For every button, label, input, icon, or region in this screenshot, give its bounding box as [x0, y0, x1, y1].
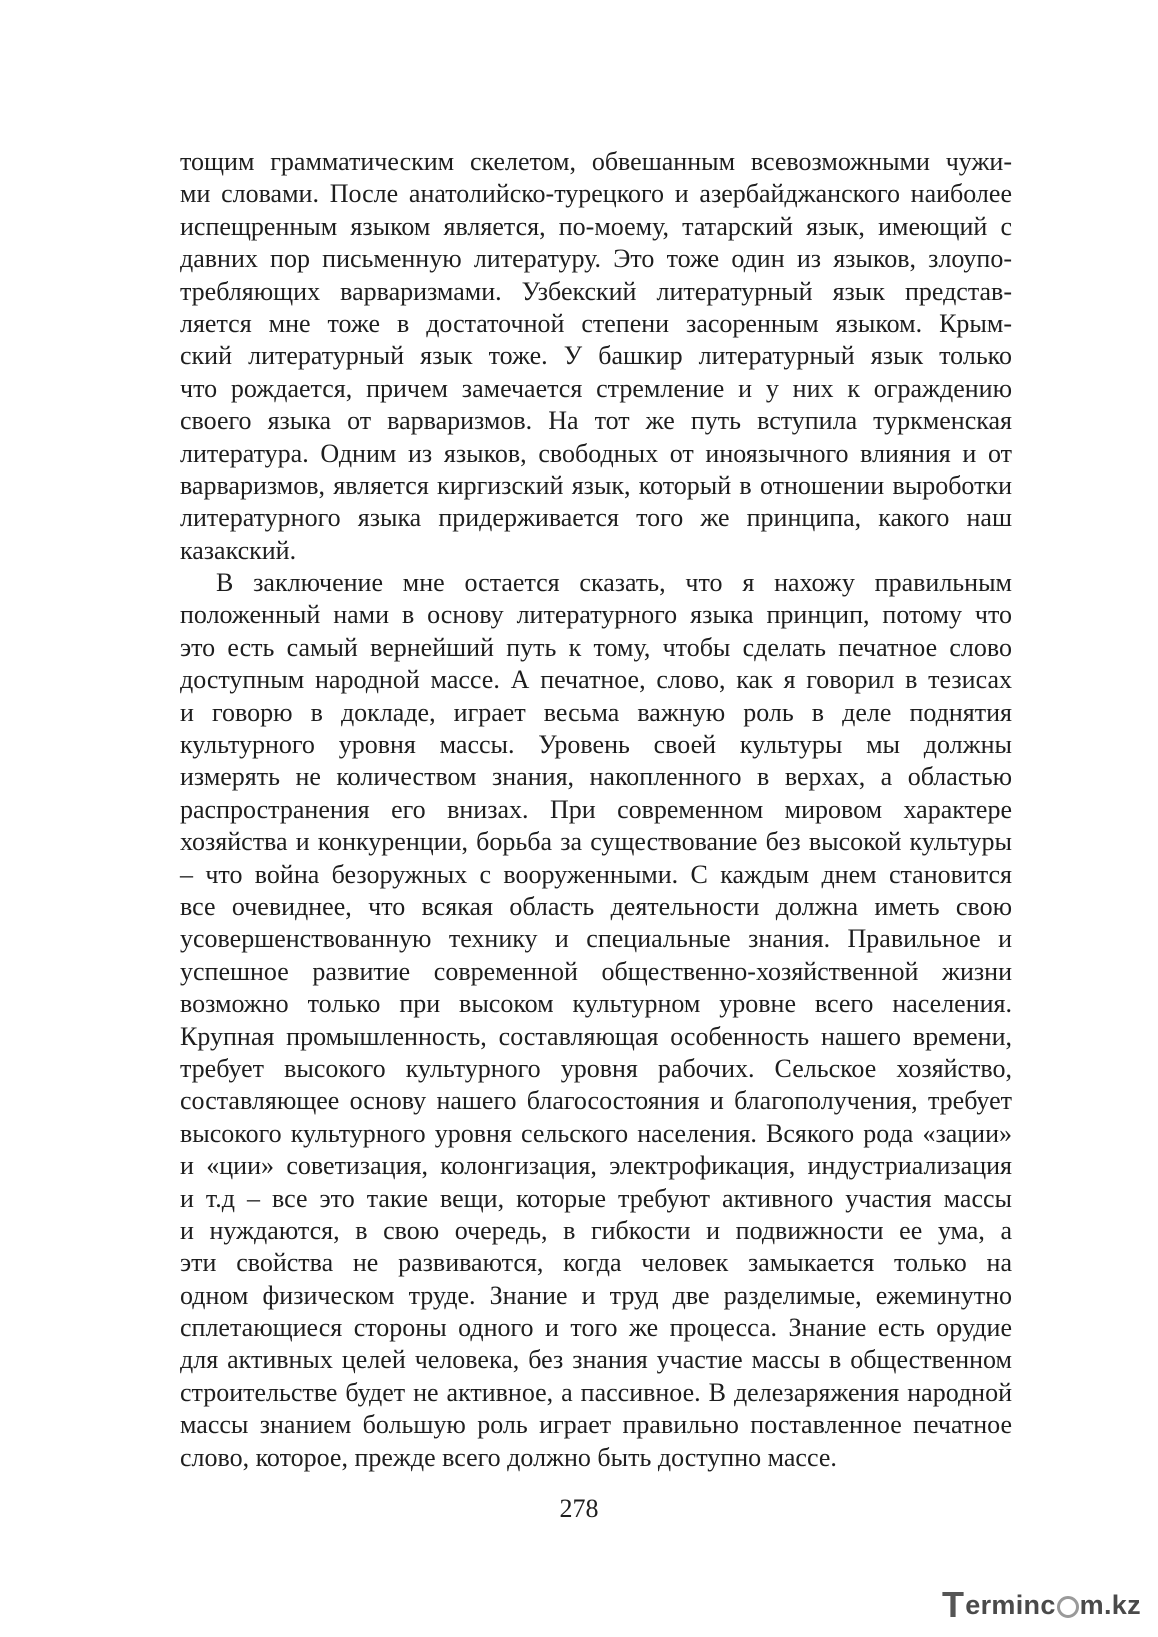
text-line: и нуждаются, в свою очередь, в гибкости и подвижности ее ума, а — [180, 1215, 1012, 1245]
text-line: все очевиднее, что всякая область деятельности должна иметь свою — [180, 891, 1012, 921]
text-line: распространения его внизах. При современном мировом характере — [180, 794, 1012, 824]
text-line: и говорю в докладе, играет весьма важную роль в деле поднятия — [180, 697, 1012, 727]
text-line: требует высокого культурного уровня рабочих. Сельское хозяйство, — [180, 1053, 1012, 1083]
text-line: слово, которое, прежде всего должно быть доступно массе. — [180, 1442, 837, 1472]
text-line: ми словами. После анатолийско-турецкого и азербайджанского наиболее — [180, 179, 1012, 209]
paragraph-first-line: В заключение мне остается сказать, что я нахожу правильным — [216, 568, 1012, 598]
text-line: хозяйства и конкуренции, борьба за существование без высокой культуры — [180, 827, 1012, 857]
text-line: литературного языка придерживается того же принципа, какого наш — [180, 503, 1012, 533]
text-line: и «ции» советизация, колонгизация, электрофикация, индустриализация — [180, 1151, 1012, 1181]
page-number: 278 — [559, 1494, 599, 1523]
magnifier-circle-icon — [1057, 1596, 1079, 1618]
text-line: испещренным языком является, по-моему, татарский язык, имеющий с — [180, 211, 1012, 241]
text-line: положенный нами в основу литературного языка принцип, потому что — [180, 600, 1012, 630]
text-line: и т.д – все это такие вещи, которые требуют активного участия массы — [180, 1183, 1012, 1213]
text-line: для активных целей человека, без знания участие массы в общественном — [180, 1345, 1012, 1375]
watermark-suffix: m.kz — [1079, 1589, 1141, 1620]
text-line: литература. Одним из языков, свободных от иноязычного влияния и от — [180, 438, 1012, 468]
text-line: составляющее основу нашего благосостояния и благополучения, требует — [180, 1086, 1012, 1116]
text-line: высокого культурного уровня сельского населения. Всякого рода «зации» — [180, 1118, 1012, 1148]
text-line: что рождается, причем замечается стремление и у них к ограждению — [180, 373, 1012, 403]
text-line: строительстве будет не активное, а пассивное. В делезаряжения народной — [180, 1377, 1012, 1407]
text-line: Крупная промышленность, составляющая особенность нашего времени, — [180, 1021, 1012, 1051]
text-line: ский литературный язык тоже. У башкир литературный язык только — [180, 341, 1012, 371]
watermark-prefix: T — [942, 1584, 965, 1625]
text-line: сплетающиеся стороны одного и того же процесса. Знание есть орудие — [180, 1313, 1012, 1343]
text-line: успешное развитие современной общественно-хозяйственной жизни — [180, 956, 1012, 986]
text-line: тощим грамматическим скелетом, обвешанным всевозможными чужи- — [180, 147, 1012, 176]
text-line: варваризмов, является киргизский язык, который в отношении выроботки — [180, 470, 1012, 500]
text-line: усовершенствованную технику и специальные знания. Правильное и — [180, 924, 1012, 954]
text-line: казакский. — [180, 535, 297, 565]
text-line: одном физическом труде. Знание и труд две разделимые, ежеминутно — [180, 1280, 1012, 1310]
text-line: своего языка от варваризмов. На тот же путь вступила туркменская — [180, 406, 1012, 436]
text-line: возможно только при высоком культурном уровне всего населения. — [180, 989, 1012, 1019]
text-line: измерять не количеством знания, накопленного в верхах, а областью — [180, 762, 1012, 792]
text-line: ляется мне тоже в достаточной степени засоренным языком. Крым- — [180, 308, 1012, 338]
watermark-logo — [942, 1585, 1141, 1625]
text-line: давних пор письменную литературу. Это тоже один из языков, злоупо- — [180, 244, 1012, 274]
text-line: требляющих варваризмами. Узбекский литературный язык представ- — [180, 276, 1012, 306]
text-line: культурного уровня массы. Уровень своей культуры мы должны — [180, 730, 1012, 760]
text-line: – что война безоружных с вооруженными. С каждым днем становится — [180, 859, 1012, 889]
text-line: эти свойства не развиваются, когда человек замыкается только на — [180, 1248, 1012, 1278]
body-text — [180, 146, 1012, 1474]
text-line: это есть самый вернейший путь к тому, чтобы сделать печатное слово — [180, 632, 1012, 662]
watermark-middle: erminc — [965, 1589, 1056, 1620]
text-line: массы знанием большую роль играет правильно поставленное печатное — [180, 1410, 1012, 1440]
text-line: доступным народной массе. А печатное, слово, как я говорил в тезисах — [180, 665, 1012, 695]
